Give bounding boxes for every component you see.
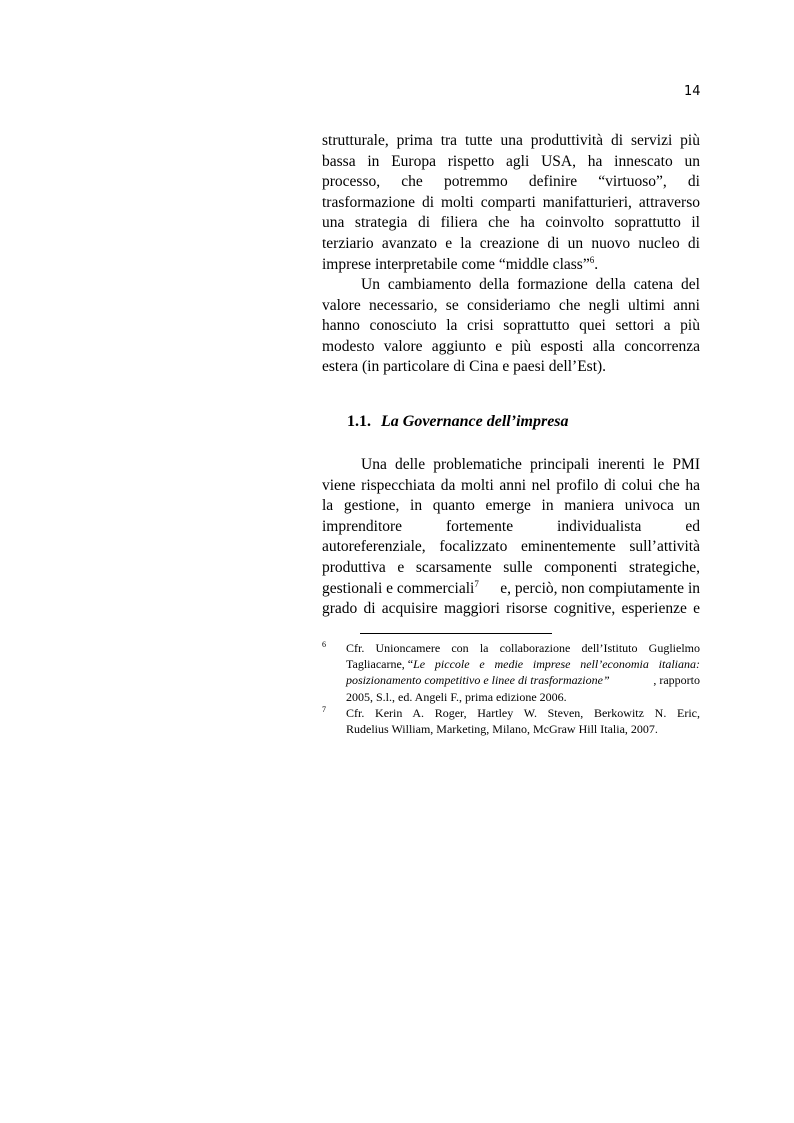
text-fragment: Tagliacarne, “ xyxy=(346,657,414,672)
text-line: autoreferenziale, focalizzato eminentemente sull’attività xyxy=(322,538,700,556)
text-line: produttiva e scarsamente sulle componenti strategiche, xyxy=(322,558,700,576)
text-line: grado di acquisire maggiori risorse cognitive, esperienze e xyxy=(322,600,700,618)
footnotes xyxy=(322,640,700,737)
text-line: estera (in particolare di Cina e paesi dell’Est). xyxy=(322,358,607,376)
section-title: La Governance dell’impresa xyxy=(381,413,569,430)
text-line: processo, che potremmo definire “virtuoso”, di xyxy=(322,173,700,191)
footnote-7 xyxy=(322,705,700,737)
paragraph-2 xyxy=(322,275,700,378)
page-number: 14 xyxy=(684,84,701,99)
footnote-line xyxy=(346,656,700,672)
section-heading xyxy=(347,413,569,431)
text-line xyxy=(322,255,700,276)
footnote-ref-6[interactable]: 6 xyxy=(589,254,595,265)
text-line: la gestione, in quanto emerge in maniera univoca un xyxy=(322,497,700,515)
text-line xyxy=(322,579,700,600)
italic-title: Le piccole e medie imprese nell’economia italiana: xyxy=(413,657,700,672)
footnote-line: 2005, S.l., ed. Angeli F., prima edizione 2006. xyxy=(346,689,567,704)
footnote-separator xyxy=(360,633,552,634)
section-number: 1.1. xyxy=(347,413,371,430)
footnote-ref-7[interactable]: 7 xyxy=(474,578,479,589)
text-line: terziario avanzato e la creazione di un nuovo nucleo di xyxy=(322,234,700,252)
text-line: strutturale, prima tra tutte una produttività di servizi più xyxy=(322,132,700,149)
text-fragment: e, perciò, non compiutamente in xyxy=(496,579,700,597)
text-fragment: . xyxy=(594,255,599,273)
text-line: viene rispecchiata da molti anni nel profilo di colui che ha xyxy=(322,476,700,494)
text-line: Una delle problematiche principali inerenti le PMI xyxy=(361,456,700,473)
text-line: trasformazione di molti comparti manifatturieri, attraverso xyxy=(322,193,700,211)
footnote-line: Cfr. Kerin A. Roger, Hartley W. Steven, Berkowitz N. Eric, xyxy=(346,705,700,720)
text-line: una strategia di filiera che ha coinvolto soprattutto il xyxy=(322,214,700,232)
footnote-mark: 6 xyxy=(322,640,326,649)
footnote-mark: 7 xyxy=(322,704,326,714)
text-fragment: imprese interpretabile come “middle class” xyxy=(322,255,590,273)
text-fragment: , rapporto xyxy=(653,673,700,688)
italic-title: posizionamento competitivo e linee di trasformazione” xyxy=(346,673,610,688)
text-line: hanno conosciuto la crisi soprattutto quei settori a più xyxy=(322,317,700,335)
paragraph-3 xyxy=(322,455,700,620)
footnote-line xyxy=(346,672,700,688)
text-line: bassa in Europa rispetto agli USA, ha innescato un xyxy=(322,152,700,170)
footnote-6 xyxy=(322,640,700,705)
footnote-line: Cfr. Unioncamere con la collaborazione dell’Istituto Guglielmo xyxy=(346,641,700,655)
text-fragment xyxy=(322,579,479,600)
text-fragment: gestionali e commerciali xyxy=(322,579,475,597)
paragraph-1 xyxy=(322,131,700,275)
footnote-line: Rudelius William, Marketing, Milano, McGraw Hill Italia, 2007. xyxy=(346,721,658,736)
text-line: modesto valore aggiunto e più esposti alla concorrenza xyxy=(322,337,700,355)
text-line: imprenditore fortemente individualista ed xyxy=(322,517,700,535)
text-line: valore necessario, se consideriamo che negli ultimi anni xyxy=(322,296,700,314)
text-line: Un cambiamento della formazione della catena del xyxy=(361,276,700,293)
